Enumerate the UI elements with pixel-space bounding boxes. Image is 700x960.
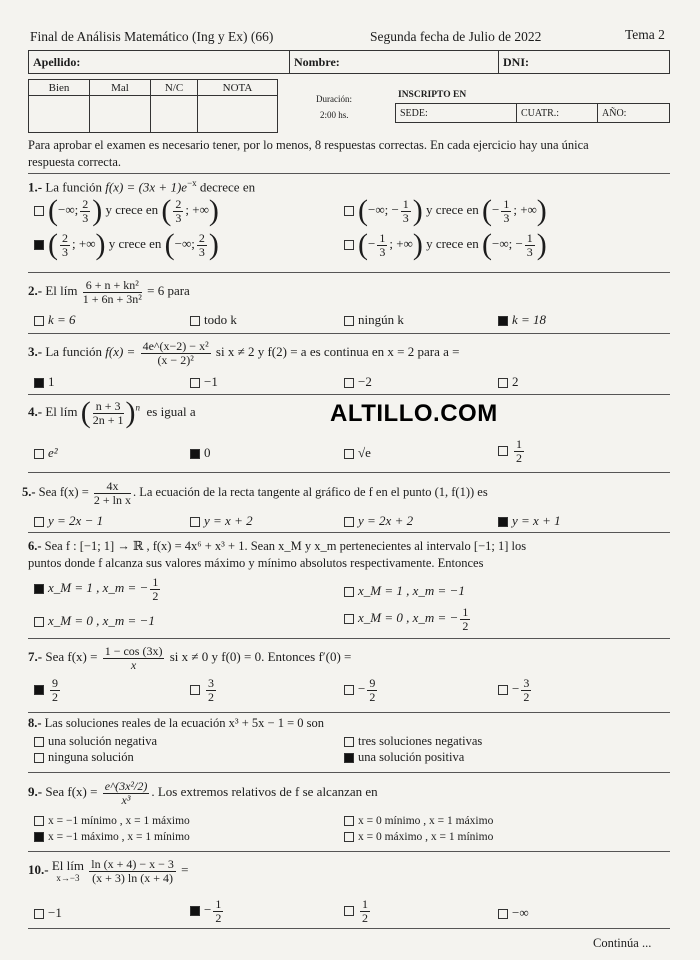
q10-option-c[interactable]: $\frac{1}{2}$ [344,898,372,924]
checkbox-icon[interactable] [344,316,354,326]
checkbox-icon[interactable] [190,685,200,695]
duracion-value: 2:00 hs. [320,110,349,120]
checkbox-icon[interactable] [498,446,508,456]
question-9: 9.- Sea f(x) = $\frac{\text{e\textasciicircum{}(3x²/2)}}{\text{x³}}$ . Los extremos relativos de f se alcanzan en [28,779,378,807]
checkbox-icon[interactable] [190,378,200,388]
checkbox-icon[interactable] [344,685,354,695]
checkbox-icon[interactable] [344,240,354,250]
divider [28,928,670,929]
checkbox-icon[interactable] [344,832,354,842]
divider [28,173,670,174]
q6-option-d[interactable]: x_M = 0 , x_m = − $\frac{1}{2}$ [344,606,472,632]
checkbox-icon[interactable] [344,206,354,216]
question-5: 5.- Sea f(x) = $\frac{4x}{\text{2 + ln x}}$ . La ecuación de la recta tangente al gráfico de f en el punto (1, f(1)) es [22,479,488,507]
question-7: 7.- Sea f(x) = $\frac{1 - \cos (3x)}{x}$ si x ≠ 0 y f(0) = 0. Entonces f′(0) = [28,644,352,672]
q10-option-d[interactable]: −∞ [498,905,529,921]
dni-field[interactable]: DNI: [499,51,670,74]
divider [28,851,670,852]
q10-option-b[interactable]: − $\frac{1}{2}$ [190,898,225,924]
watermark-logo: ALTILLO.COM [330,400,498,427]
inscripto-table [395,103,670,123]
bien-cell[interactable] [29,96,90,133]
exam-title: Final de Análisis Matemático (Ing y Ex) (66) [30,29,274,44]
checkbox-checked-icon[interactable] [34,584,44,594]
checkbox-icon[interactable] [498,909,508,919]
q1-option-a[interactable]: (−∞; $\frac{2}{3}$ ) y crece en ( $\frac{2}{3}$ ; +∞) [34,196,219,226]
duracion-label: Duración: [316,94,352,104]
checkbox-icon[interactable] [34,206,44,216]
checkbox-checked-icon[interactable] [34,378,44,388]
bien-header: Bien [29,80,90,96]
q1-option-d[interactable]: (− $\frac{1}{3}$ ; +∞) y crece en (−∞; − $\frac{1}{3}$ ) [344,230,547,260]
mal-header: Mal [90,80,151,96]
q7-option-d[interactable]: − $\frac{3}{2}$ [498,677,533,703]
student-name-table [28,50,670,74]
question-8: 8.- Las soluciones reales de la ecuación x³ + 5x − 1 = 0 son [28,716,325,730]
question-3: 3.- La función f(x) = $\frac{\text{4e\textasciicircum{}(x−2) − x²}}{\text{(x − 2)²}}$ si x ≠ 2 y f(2) = a es continua en x = 2 para a = [28,339,460,367]
checkbox-checked-icon[interactable] [34,685,44,695]
checkbox-icon[interactable] [344,614,354,624]
continue-link[interactable]: Continúa ... [593,936,652,950]
q4-option-c[interactable]: √e [344,445,371,461]
q3-option-c[interactable]: −2 [344,374,372,390]
checkbox-icon[interactable] [34,449,44,459]
checkbox-checked-icon[interactable] [190,449,200,459]
q7-option-c[interactable]: − $\frac{9}{2}$ [344,677,379,703]
checkbox-icon[interactable] [498,378,508,388]
q5-option-d[interactable]: y = x + 1 [498,513,561,529]
question-6-line1: 6.- Sea f : [−1; 1] → ℝ , f(x) = 4x⁶ + x³ + 1. Sean x_M y x_m pertenecientes al intervalo [−1; 1] los [28,539,527,553]
q8-option-d[interactable]: una solución positiva [344,750,464,765]
q6-option-b[interactable]: x_M = 1 , x_m = −1 [344,583,465,599]
q4-option-d[interactable]: $\frac{1}{2}$ [498,438,526,464]
checkbox-icon[interactable] [344,378,354,388]
checkbox-icon[interactable] [344,816,354,826]
checkbox-icon[interactable] [34,909,44,919]
q1-option-b[interactable]: (−∞; − $\frac{1}{3}$ ) y crece en (− $\frac{1}{3}$ ; +∞) [344,196,547,226]
checkbox-icon[interactable] [34,816,44,826]
q8-option-c[interactable]: ninguna solución [34,750,134,765]
checkbox-checked-icon[interactable] [34,240,44,250]
q3-option-d[interactable]: 2 [498,374,519,390]
divider [28,394,670,395]
divider [28,638,670,639]
q2-option-d[interactable]: k = 18 [498,312,546,328]
checkbox-checked-icon[interactable] [498,316,508,326]
q4-option-b[interactable]: 0 [190,445,211,461]
q10-option-a[interactable]: −1 [34,905,62,921]
divider [28,272,670,273]
q2-option-b[interactable]: todo k [190,312,237,328]
nc-header: N/C [151,80,198,96]
q9-option-b[interactable]: x = 0 mínimo , x = 1 máximo [344,815,493,827]
checkbox-icon[interactable] [34,617,44,627]
checkbox-icon[interactable] [498,685,508,695]
divider [28,532,670,533]
q5-option-b[interactable]: y = x + 2 [190,513,253,529]
checkbox-icon[interactable] [344,737,354,747]
q8-option-a[interactable]: una solución negativa [34,734,157,749]
checkbox-icon[interactable] [190,316,200,326]
nombre-field[interactable]: Nombre: [290,51,499,74]
q7-option-a[interactable]: $\frac{9}{2}$ [34,677,62,703]
q2-option-c[interactable]: ningún k [344,312,404,328]
checkbox-icon[interactable] [344,906,354,916]
q5-option-a[interactable]: y = 2x − 1 [34,513,103,529]
checkbox-icon[interactable] [344,587,354,597]
mal-cell[interactable] [90,96,151,133]
checkbox-icon[interactable] [344,449,354,459]
divider [28,712,670,713]
question-1: 1.- La función $f(x) = (3x + 1)e^{-x}$ decrece en [28,178,256,195]
q9-option-a[interactable]: x = −1 mínimo , x = 1 máximo [34,815,190,827]
divider [28,333,670,334]
q2-option-a[interactable]: k = 6 [34,312,76,328]
cuatr-field[interactable]: CUATR.: [517,104,598,123]
q1-option-c[interactable]: ( $\frac{2}{3}$ ; +∞) y crece en (−∞; $\frac{2}{3}$ ) [34,230,219,260]
q6-option-c[interactable]: x_M = 0 , x_m = −1 [34,613,155,629]
checkbox-icon[interactable] [34,517,44,527]
question-4: 4.- El lím ( $\frac{n + 3}{2n + 1}$ )$^n$ es igual a [28,396,196,429]
anio-field[interactable]: AÑO: [598,104,670,123]
inscripto-label: INSCRIPTO EN [398,90,467,100]
nc-cell[interactable] [151,96,198,133]
exam-tema: Tema 2 [625,27,665,42]
nota-cell[interactable] [198,96,278,133]
grading-table [28,79,278,133]
question-10: 10.- El lím x→−3 $\frac{\ln (x + 4) - x - 3}{(x + 3) \ln (x + 4)}$ = [28,857,189,885]
exam-date: Segunda fecha de Julio de 2022 [370,29,542,44]
q9-option-d[interactable]: x = 0 máximo , x = 1 mínimo [344,831,493,843]
q3-option-a[interactable]: 1 [34,374,55,390]
checkbox-checked-icon[interactable] [344,753,354,763]
divider [28,772,670,773]
apellido-field[interactable]: Apellido: [29,51,290,74]
q7-option-b[interactable]: $\frac{3}{2}$ [190,677,218,703]
checkbox-icon[interactable] [34,316,44,326]
checkbox-icon[interactable] [190,517,200,527]
nota-header: NOTA [198,80,278,96]
q9-option-c[interactable]: x = −1 máximo , x = 1 mínimo [34,831,190,843]
q8-option-b[interactable]: tres soluciones negativas [344,734,482,749]
q3-option-b[interactable]: −1 [190,374,218,390]
checkbox-icon[interactable] [34,737,44,747]
checkbox-checked-icon[interactable] [190,906,200,916]
instructions-line1: Para aprobar el examen es necesario tener, por lo menos, 8 respuestas correctas. En cada ejercicio hay una única [28,138,589,152]
divider [28,472,670,473]
question-6-line2: puntos donde f alcanza sus valores máximo y mínimo absolutos respectivamente. Entonces [28,556,484,570]
sede-field[interactable]: SEDE: [396,104,517,123]
checkbox-checked-icon[interactable] [34,832,44,842]
q6-option-a[interactable]: x_M = 1 , x_m = − $\frac{1}{2}$ [34,576,162,602]
instructions-line2: respuesta correcta. [28,155,121,169]
q5-option-c[interactable]: y = 2x + 2 [344,513,413,529]
checkbox-checked-icon[interactable] [498,517,508,527]
checkbox-icon[interactable] [34,753,44,763]
question-2: 2.- El lím $\frac{\text{6 + n + kn²}}{\text{1 + 6n + 3n²}}$ = 6 para [28,278,190,306]
checkbox-icon[interactable] [344,517,354,527]
q4-option-a[interactable]: e² [34,445,58,461]
